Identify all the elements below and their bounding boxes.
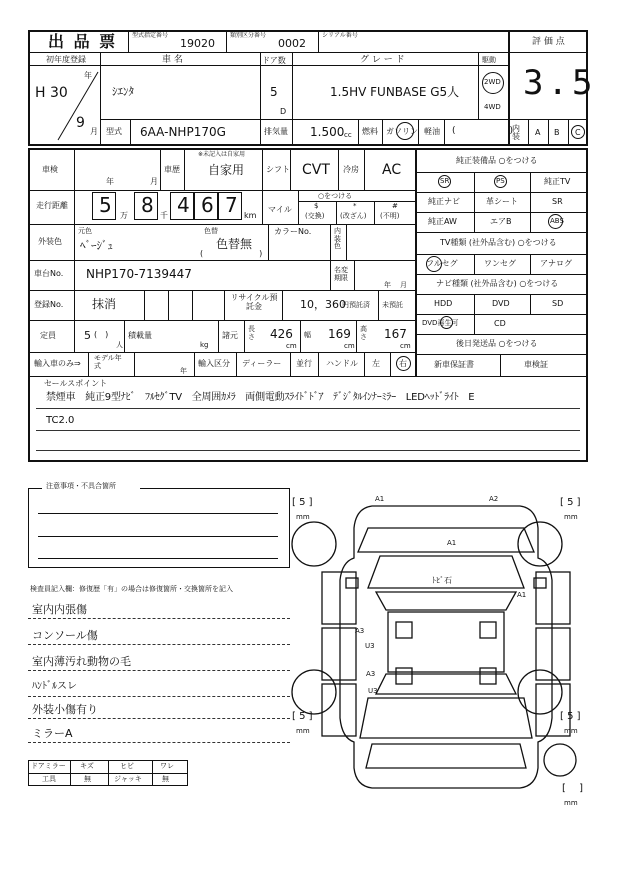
divider	[364, 148, 365, 190]
mm-spare: mm	[564, 799, 578, 807]
tire-depth-rr: [ 5 ]	[560, 711, 581, 722]
divider	[354, 260, 355, 290]
tv-title: TV種類 (社外品含む) ○をつける	[440, 238, 557, 247]
dims-label: 諸元	[222, 331, 238, 340]
equip-item-4: 純正ナビ	[428, 197, 460, 206]
equip-item-9: ABS	[550, 217, 564, 225]
divider	[530, 172, 531, 232]
mileage-digit-1: 5	[99, 193, 112, 217]
divider	[418, 119, 419, 146]
notes-bracket	[28, 488, 290, 568]
divider	[160, 148, 161, 190]
divider	[28, 488, 42, 489]
recycle-unpaid: 未預託	[382, 301, 403, 309]
divider	[28, 376, 588, 377]
parallel-label: 並行	[296, 359, 312, 368]
month-suffix: 月	[90, 127, 98, 136]
nav-title: ナビ種類 (社外品含む) ○をつける	[436, 279, 559, 288]
divider	[100, 119, 101, 146]
displacement-value: 1.500	[310, 125, 345, 139]
sales-label: セールスポイント	[44, 379, 108, 388]
dealer-label: ディーラー	[242, 359, 282, 368]
divider	[416, 212, 588, 213]
displacement-unit: cc	[344, 131, 352, 139]
divider	[416, 274, 588, 275]
divider	[530, 294, 531, 314]
rule-line	[36, 430, 580, 431]
inspection-year-unit: 年	[106, 177, 114, 186]
form-title: 出 品 票	[48, 32, 118, 51]
divider	[184, 148, 185, 190]
divider	[474, 172, 475, 232]
handle-label: ハンドル	[326, 359, 358, 368]
equip-item-7: 純正AW	[428, 217, 457, 226]
divider	[226, 30, 227, 52]
divider	[38, 536, 278, 537]
divider	[224, 290, 225, 320]
note-item-4: ﾊﾝﾄﾞﾙスレ	[32, 681, 77, 692]
history-label: 車歴	[164, 165, 180, 174]
nav-opt-3: SD	[552, 299, 564, 308]
divider	[330, 260, 331, 290]
reg-no-value: 抹消	[92, 297, 117, 311]
divider	[262, 148, 263, 224]
class-no: 0002	[278, 37, 306, 50]
divider	[38, 558, 278, 559]
divider	[300, 320, 301, 352]
damage-mark: A2	[489, 495, 499, 503]
divider	[358, 119, 359, 146]
sales-line-1: 禁煙車 純正9型ﾅﾋﾞ ﾌﾙｾｸﾞTV 全周囲ｶﾒﾗ 両側電動ｽﾗｲﾄﾞﾄﾞｱ ﾃﾞｼﾞﾀﾙｲﾝﾅｰﾐﾗｰ LEDﾍｯﾄﾞﾗｲﾄ E	[46, 392, 475, 403]
rule-line	[28, 718, 290, 719]
divider	[152, 760, 153, 786]
length-label: 長さ	[248, 325, 255, 341]
circle-note: ○をつける	[318, 192, 353, 200]
chassis-value: NHP170-7139447	[86, 267, 192, 281]
divider	[194, 352, 195, 376]
divider	[236, 352, 237, 376]
notes-title: 注意事項・不具合箇所	[46, 482, 116, 490]
light-oil-label: 軽油	[424, 127, 440, 136]
interior-grade-a: A	[535, 128, 541, 137]
divider	[70, 760, 71, 786]
legend-value-1: 工具	[42, 775, 56, 783]
interior-grade-c: C	[575, 128, 581, 137]
damage-mark: U3	[368, 687, 378, 695]
width-label: 幅	[304, 331, 311, 339]
divider	[168, 290, 169, 320]
model-year-unit: 年	[180, 367, 187, 375]
tv-opt-1: フルセグ	[426, 259, 458, 268]
legend-header-4: ワレ	[160, 762, 174, 770]
divider	[382, 119, 383, 146]
equip-item-6: SR	[552, 197, 563, 206]
divider	[390, 352, 391, 376]
color-label: 外装色	[38, 237, 62, 246]
first-reg-label: 初年度登録	[46, 55, 86, 64]
equip-item-5: 革シート	[486, 197, 518, 206]
interior-grade-circle	[571, 125, 585, 139]
equip-item-2: PS	[496, 177, 505, 185]
divider	[128, 30, 129, 52]
right-label: 右	[399, 359, 407, 368]
legend-value-3: ジャッキ	[114, 775, 142, 783]
name-change-month: 月	[400, 281, 407, 289]
damage-mark: A3	[355, 627, 365, 635]
serial-label: シリアル番号	[322, 32, 358, 39]
load-label: 積載量	[128, 331, 152, 340]
color-no-label: カラーNo.	[274, 227, 312, 236]
year-suffix: 年	[84, 71, 92, 80]
equip-title: 純正装備品 ○をつける	[456, 156, 538, 165]
divider	[290, 352, 291, 376]
orig-color-value: ﾍﾞｰｼﾞｭ	[80, 239, 113, 252]
divider	[416, 192, 588, 193]
rule-line	[28, 618, 290, 619]
divider	[416, 354, 588, 355]
divider	[346, 224, 347, 260]
drive-2wd: 2WD	[484, 78, 501, 86]
model-cert-no: 19020	[180, 37, 215, 50]
equip-item-1: SR	[440, 177, 450, 185]
recycle-label: リサイクル預託金	[230, 293, 278, 311]
divider	[528, 119, 529, 146]
mm-rl: mm	[296, 727, 310, 735]
chassis-label: 車台No.	[34, 269, 64, 278]
recycle-unit: 円預託済	[342, 301, 370, 309]
divider	[140, 488, 290, 489]
legend-header-3: ヒビ	[120, 762, 134, 770]
tamper-text: (改ざん)	[340, 212, 367, 220]
divider	[28, 190, 416, 191]
color-change-value: 色替無	[216, 237, 253, 251]
divider	[282, 290, 283, 320]
divider	[416, 294, 588, 295]
car-name-value: ｼｴﾝﾀ	[112, 85, 134, 98]
reg-no-label: 登録No.	[34, 300, 64, 309]
tire-depth-rl: [ 5 ]	[292, 711, 313, 722]
note-item-6: ミラーA	[32, 727, 73, 740]
rule-line	[36, 450, 580, 451]
nav-circle	[440, 316, 453, 329]
divider	[318, 30, 319, 52]
divider	[474, 294, 475, 334]
divider	[500, 354, 501, 376]
capacity-value: 5	[84, 329, 91, 342]
damage-mark: A3	[366, 670, 376, 678]
divider	[508, 52, 588, 53]
unknown-sym: #	[392, 202, 398, 210]
divider	[28, 224, 416, 225]
legend-value-2: 無	[84, 775, 91, 783]
divider	[416, 334, 588, 335]
tire-depth-fr: [ 5 ]	[560, 497, 581, 508]
unknown-text: (不明)	[380, 212, 400, 220]
color-paren: ( )	[200, 249, 263, 258]
score-value: 3.5	[523, 63, 597, 103]
name-change-year: 年	[384, 281, 391, 289]
swap-sym: $	[314, 202, 319, 210]
divider	[364, 352, 365, 376]
divider	[28, 260, 416, 261]
mm-fr: mm	[564, 513, 578, 521]
load-unit: kg	[200, 341, 209, 349]
equip-item-8: エアB	[490, 217, 512, 226]
nav-opt-4: DVD再生可	[422, 319, 459, 327]
shift-value: CVT	[302, 162, 330, 178]
divider	[548, 119, 549, 146]
interior-grade-b: B	[554, 128, 560, 137]
nav-opt-1: HDD	[434, 299, 453, 308]
drive-label: 駆動	[482, 56, 496, 64]
divider	[356, 320, 357, 352]
divider	[144, 290, 145, 320]
mileage-digit-3: 4	[177, 193, 190, 217]
divider	[108, 760, 109, 786]
height-value: 167	[384, 327, 407, 341]
damage-mark: A1	[447, 539, 457, 547]
note-item-1: 室内内張傷	[32, 603, 87, 616]
man-unit: 万	[120, 211, 128, 220]
tv-opt-2: ワンセグ	[484, 259, 516, 268]
length-unit: cm	[286, 342, 297, 350]
model-cert-label: 型式指定番号	[132, 32, 169, 39]
doors-label: ドア数	[262, 56, 286, 65]
divider	[530, 254, 531, 274]
note-item-3: 室内薄汚れ動物の毛	[32, 655, 131, 668]
drive-4wd: 4WD	[484, 103, 501, 111]
int-color-label: 内装色	[334, 227, 341, 251]
swap-text: (交換)	[305, 212, 325, 220]
fuel-circle	[396, 122, 414, 140]
note-item-5: 外装小傷有り	[32, 703, 98, 716]
later-title: 後日発送品 ○をつける	[456, 339, 538, 348]
divider	[218, 320, 219, 352]
divider	[336, 201, 337, 224]
shift-label: シフト	[266, 165, 290, 174]
interior-label: 内装	[512, 124, 520, 141]
class-label: 類別区分番号	[230, 32, 267, 39]
divider	[192, 290, 193, 320]
divider	[416, 172, 588, 173]
legend-header-2: キズ	[80, 762, 94, 770]
nav-opt-2: DVD	[492, 299, 510, 308]
import-label: 輸入車のみ⇒	[34, 359, 81, 368]
legend-header-1: ドアミラー	[31, 762, 66, 770]
mileage-digit-2: 8	[141, 193, 154, 217]
divider	[244, 320, 245, 352]
divider	[416, 314, 588, 315]
sales-line-2: TC2.0	[46, 415, 75, 426]
km-unit: km	[244, 211, 257, 220]
mileage-label: 走行距離	[36, 201, 68, 210]
divider	[100, 119, 508, 120]
divider	[124, 320, 125, 352]
model-year-label: モデル年式	[94, 354, 122, 370]
tire-depth-fl: [ 5 ]	[292, 497, 313, 508]
divider	[28, 352, 416, 353]
ac-label: 冷房	[343, 165, 359, 174]
left-label: 左	[372, 359, 380, 368]
color-code-label: 色替	[204, 227, 218, 235]
divider	[474, 254, 475, 274]
month-value: 9	[76, 115, 85, 131]
equip-item-3: 純正TV	[544, 177, 571, 186]
mm-rr: mm	[564, 727, 578, 735]
divider	[378, 290, 379, 320]
rule-line	[28, 742, 290, 743]
divider	[28, 320, 416, 321]
displacement-label: 排気量	[264, 127, 288, 136]
era-value: H 30	[35, 85, 68, 101]
recycle-value: 10，360	[300, 298, 346, 311]
divider	[88, 352, 89, 376]
capacity-unit: 人	[116, 341, 123, 349]
damage-mark: ﾄﾋﾞ石	[432, 576, 452, 585]
divider	[338, 148, 339, 190]
doors-value: 5	[270, 85, 278, 99]
rule-line	[28, 696, 290, 697]
car-name-label: 車 名	[162, 55, 183, 65]
inspection-label: 車検	[42, 165, 58, 174]
divider	[298, 190, 299, 224]
legend-value-4: 無	[162, 775, 169, 783]
nav-opt-5: CD	[494, 319, 506, 328]
ac-value: AC	[382, 162, 402, 178]
divider	[318, 352, 319, 376]
divider	[130, 119, 131, 146]
divider	[38, 513, 278, 514]
light-oil-paren: ( )	[452, 126, 514, 136]
tire-depth-spare: [ ]	[562, 783, 583, 794]
rule-line	[28, 644, 290, 645]
divider	[444, 119, 445, 146]
divider	[134, 352, 135, 376]
grade-value: 1.5HV FUNBASE G5人	[330, 85, 460, 99]
damage-mark: A1	[375, 495, 385, 503]
history-value: 自家用	[208, 163, 245, 177]
mile-label: マイル	[268, 205, 292, 214]
model-type-label: 型式	[106, 127, 122, 136]
model-type-value: 6AA-NHP170G	[140, 125, 226, 139]
height-unit: cm	[400, 342, 411, 350]
name-change-label: 名変期限	[334, 266, 348, 283]
divider	[28, 290, 416, 291]
orig-color-label: 元色	[78, 227, 92, 235]
divider	[290, 148, 291, 190]
tv-opt-3: アナログ	[540, 259, 572, 268]
mileage-digit-5: 7	[225, 193, 238, 217]
divider	[568, 119, 569, 146]
rule-line	[36, 408, 580, 409]
mileage-digit-4: 6	[201, 193, 214, 217]
divider	[260, 52, 261, 146]
divider	[330, 224, 331, 260]
divider	[268, 224, 269, 260]
grade-label: グ レ ー ド	[360, 55, 405, 65]
note-item-2: コンソール傷	[32, 629, 98, 642]
mm-fl: mm	[296, 513, 310, 521]
width-unit: cm	[344, 342, 355, 350]
sen-unit: 千	[160, 211, 168, 220]
damage-mark: A1	[517, 591, 527, 599]
height-label: 高さ	[360, 325, 367, 341]
damage-mark: U3	[365, 642, 375, 650]
fuel-value: ガソリン	[386, 127, 418, 136]
capacity-label: 定員	[40, 331, 56, 340]
divider	[374, 201, 375, 224]
divider	[292, 52, 293, 146]
divider	[415, 148, 417, 376]
divider	[478, 52, 479, 119]
history-note: ※未記入は自家用	[198, 151, 246, 158]
later-opt-1: 新車保証書	[434, 360, 474, 369]
length-value: 426	[270, 327, 293, 341]
tamper-sym: *	[353, 202, 357, 210]
door-type: D	[280, 107, 287, 116]
import-type-label: 輸入区分	[198, 359, 230, 368]
inspector-note: 検査員記入欄：修復歴「有」の場合は修復箇所・交換箇所を記入	[30, 585, 233, 593]
inspection-month-unit: 月	[150, 177, 158, 186]
score-label: 評 価 点	[532, 37, 565, 47]
width-value: 169	[328, 327, 351, 341]
later-opt-2: 車検証	[524, 360, 548, 369]
capacity-paren: ( )	[94, 330, 109, 339]
car-diagram	[290, 488, 630, 818]
divider	[416, 232, 588, 233]
divider	[74, 148, 75, 352]
rule-line	[28, 670, 290, 671]
fuel-label: 燃料	[362, 127, 378, 136]
divider	[416, 254, 588, 255]
